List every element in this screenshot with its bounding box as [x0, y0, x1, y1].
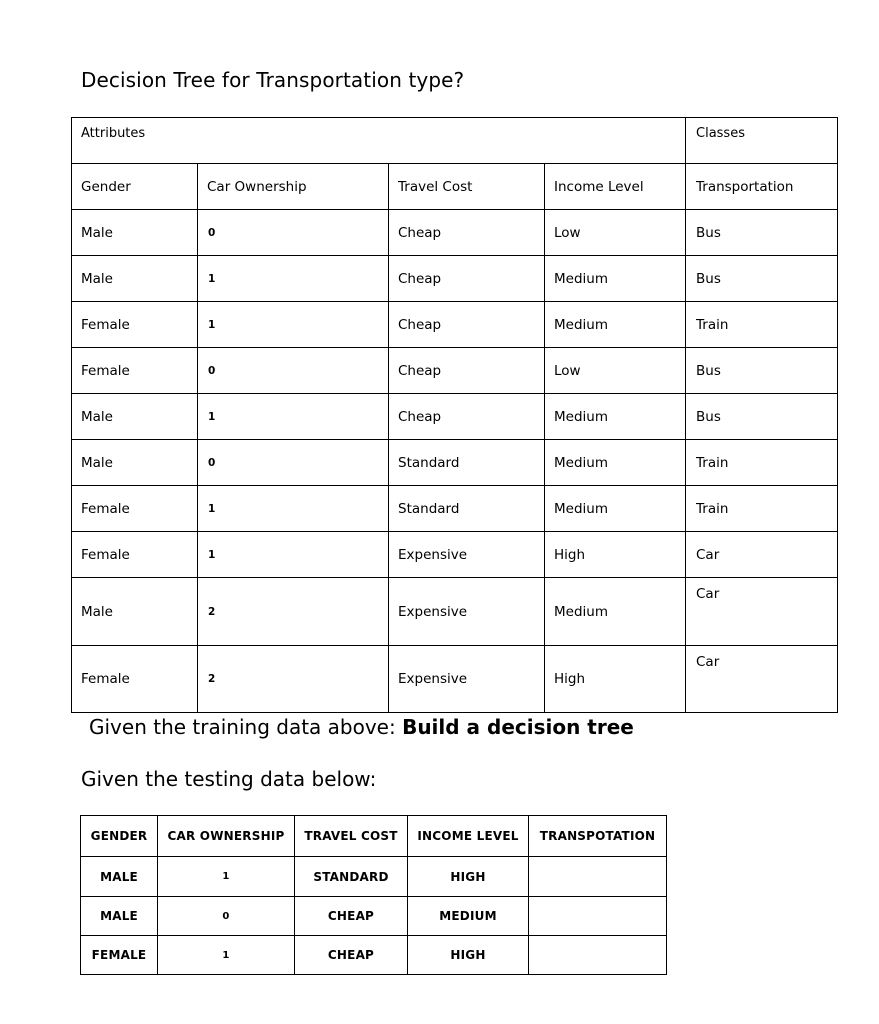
training-data-table [71, 117, 838, 713]
table-row [72, 578, 838, 646]
table-cell: Female [72, 348, 198, 394]
table-cell: Cheap [389, 210, 545, 256]
table-cell: Female [72, 486, 198, 532]
table-cell: Expensive [389, 578, 545, 646]
table-cell: 2 [198, 646, 389, 713]
table-cell: Medium [545, 394, 686, 440]
table-cell: High [545, 646, 686, 713]
table-cell: Cheap [389, 302, 545, 348]
group-header-row [72, 118, 838, 164]
attributes-header: Attributes [72, 118, 686, 164]
table-row [72, 532, 838, 578]
table-cell: 2 [198, 578, 389, 646]
table-cell: 1 [198, 302, 389, 348]
table-cell: Bus [686, 394, 838, 440]
column-header-row [72, 164, 838, 210]
table-cell: 1 [158, 857, 295, 897]
table-row [72, 440, 838, 486]
table-cell: Train [686, 302, 838, 348]
prediction-cell[interactable] [529, 857, 667, 897]
table-row [81, 857, 667, 897]
table-cell: Female [72, 646, 198, 713]
column-header: Gender [72, 164, 198, 210]
table-cell: Bus [686, 256, 838, 302]
instruction-emphasis: Build a decision tree [402, 715, 634, 739]
table-row [72, 302, 838, 348]
table-cell: STANDARD [295, 857, 408, 897]
instruction-prefix: Given the training data above: [89, 715, 403, 739]
table-cell: FEMALE [81, 936, 158, 975]
table-cell: 0 [198, 440, 389, 486]
table-cell: Male [72, 440, 198, 486]
table-cell: Male [72, 578, 198, 646]
testing-column-header: TRAVEL COST [295, 816, 408, 857]
testing-intro: Given the testing data below: [81, 767, 377, 791]
table-cell: HIGH [408, 936, 529, 975]
table-cell: Cheap [389, 348, 545, 394]
table-cell: Low [545, 348, 686, 394]
table-cell: HIGH [408, 857, 529, 897]
prediction-cell[interactable] [529, 897, 667, 936]
testing-column-header: INCOME LEVEL [408, 816, 529, 857]
table-cell: Female [72, 302, 198, 348]
table-cell: 1 [158, 936, 295, 975]
table-cell: 0 [198, 348, 389, 394]
table-row [72, 348, 838, 394]
prediction-cell[interactable] [529, 936, 667, 975]
testing-header-row [81, 816, 667, 857]
table-cell: Train [686, 440, 838, 486]
table-cell: Expensive [389, 532, 545, 578]
table-cell: Male [72, 256, 198, 302]
table-cell: Male [72, 394, 198, 440]
table-cell: Car [686, 646, 838, 713]
table-cell: Bus [686, 348, 838, 394]
column-header: Travel Cost [389, 164, 545, 210]
table-cell: 1 [198, 486, 389, 532]
table-cell: MEDIUM [408, 897, 529, 936]
table-cell: Train [686, 486, 838, 532]
table-cell: 1 [198, 394, 389, 440]
table-cell: Expensive [389, 646, 545, 713]
testing-column-header: GENDER [81, 816, 158, 857]
table-cell: 0 [158, 897, 295, 936]
table-cell: Low [545, 210, 686, 256]
page-title: Decision Tree for Transportation type? [81, 68, 465, 92]
instruction-text [89, 715, 634, 739]
table-cell: Medium [545, 256, 686, 302]
table-cell: Standard [389, 486, 545, 532]
classes-header: Classes [686, 118, 838, 164]
table-cell: High [545, 532, 686, 578]
table-cell: Bus [686, 210, 838, 256]
table-cell: Cheap [389, 256, 545, 302]
table-row [72, 646, 838, 713]
table-cell: Medium [545, 302, 686, 348]
table-cell: Medium [545, 440, 686, 486]
table-cell: Car [686, 532, 838, 578]
table-row [81, 897, 667, 936]
testing-column-header: CAR OWNERSHIP [158, 816, 295, 857]
table-cell: Female [72, 532, 198, 578]
testing-data-table [80, 815, 667, 975]
table-cell: Medium [545, 486, 686, 532]
column-header: Transportation [686, 164, 838, 210]
table-cell: MALE [81, 857, 158, 897]
table-cell: Medium [545, 578, 686, 646]
table-cell: Car [686, 578, 838, 646]
table-cell: CHEAP [295, 897, 408, 936]
column-header: Income Level [545, 164, 686, 210]
testing-column-header: TRANSPOTATION [529, 816, 667, 857]
table-cell: 1 [198, 256, 389, 302]
table-cell: Male [72, 210, 198, 256]
table-row [72, 486, 838, 532]
column-header: Car Ownership [198, 164, 389, 210]
table-row [81, 936, 667, 975]
table-cell: CHEAP [295, 936, 408, 975]
table-cell: Cheap [389, 394, 545, 440]
table-cell: Standard [389, 440, 545, 486]
table-cell: 1 [198, 532, 389, 578]
table-row [72, 256, 838, 302]
table-row [72, 210, 838, 256]
table-cell: MALE [81, 897, 158, 936]
table-cell: 0 [198, 210, 389, 256]
table-row [72, 394, 838, 440]
